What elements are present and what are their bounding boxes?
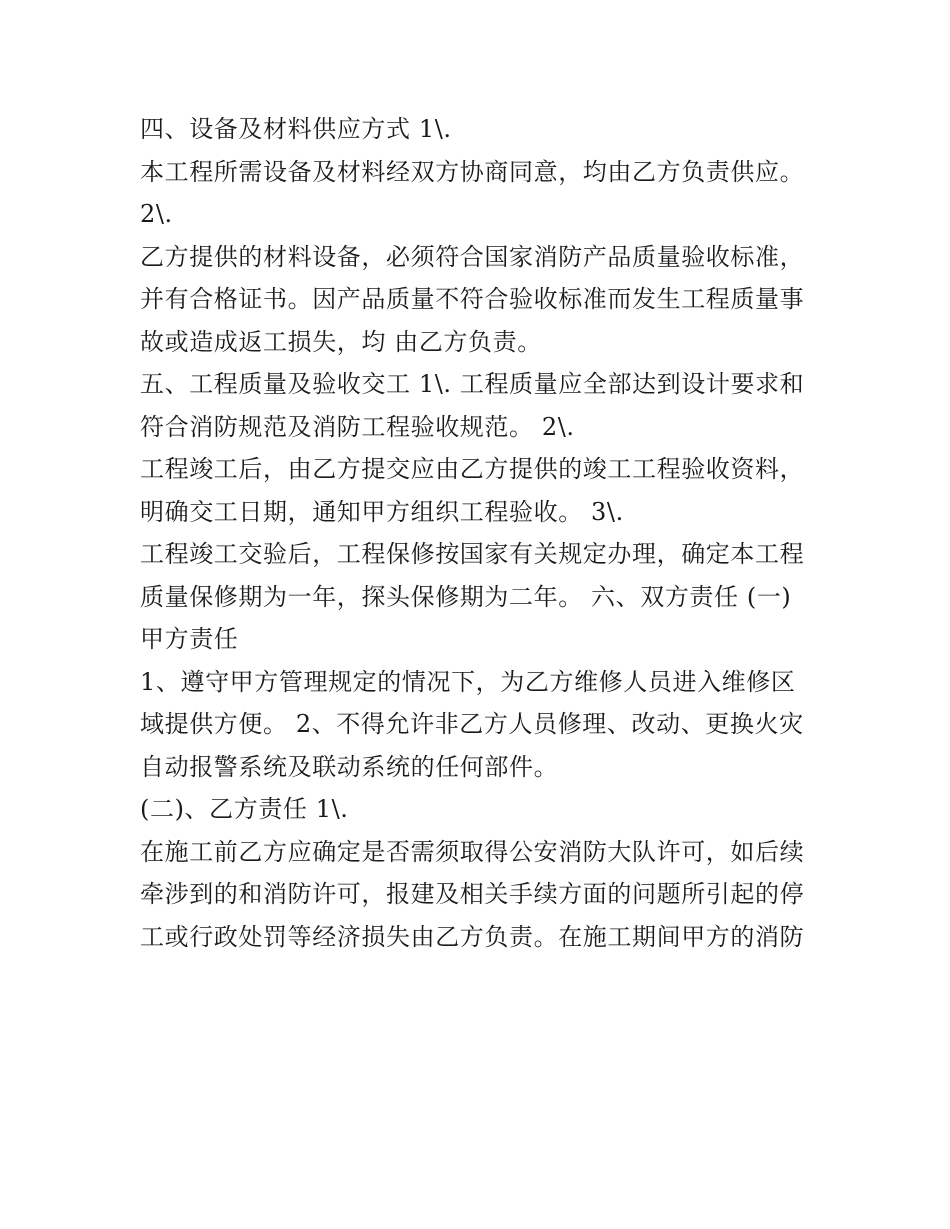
text-line: 符合消防规范及消防工程验收规范。 2\. (140, 412, 575, 441)
text-line: 牵涉到的和消防许可，报建及相关手续方面的问题所引起的停 (140, 880, 805, 908)
section-heading-quality: 五、工程质量及验收交工 1\. 工程质量应全部达到设计要求和 (140, 370, 805, 398)
subheading-party-a: 甲方责任 (140, 625, 239, 653)
text-line: 乙方提供的材料设备，必须符合国家消防产品质量验收标准， (140, 242, 805, 271)
text-line: 并有合格证书。因产品质量不符合验收标准而发生工程质量事 (140, 285, 805, 313)
text-line: 工程竣工交验后，工程保修按国家有关规定办理，确定本工程 (140, 540, 805, 568)
text-line: 故或造成返工损失，均 由乙方负责。 (140, 327, 542, 356)
text-line: 1、遵守甲方管理规定的情况下，为乙方维修人员进入维修区 (140, 667, 796, 696)
text-line: 工或行政处罚等经济损失由乙方负责。在施工期间甲方的消防 (140, 922, 805, 951)
text-line: 域提供方便。 2、不得允许非乙方人员修理、改动、更换火灾 (140, 710, 804, 738)
section-heading-responsibilities: 质量保修期为一年，探头保修期为二年。 六、双方责任 (一) (140, 582, 792, 611)
text-line: 本工程所需设备及材料经双方协商同意，均由乙方负责供应。 (140, 157, 805, 186)
section-heading-supply: 四、设备及材料供应方式 1\. (140, 115, 452, 143)
text-line: 在施工前乙方应确定是否需须取得公安消防大队许可，如后续 (140, 837, 805, 866)
text-line: 明确交工日期，通知甲方组织工程验收。 3\. (140, 497, 624, 526)
document-body (140, 108, 820, 958)
text-line: 2\. (140, 200, 173, 228)
text-line: 自动报警系统及联动系统的任何部件。 (140, 752, 559, 781)
subheading-party-b: (二)、乙方责任 1\. (140, 795, 349, 823)
text-line: 工程竣工后，由乙方提交应由乙方提供的竣工工程验收资料， (140, 455, 805, 483)
